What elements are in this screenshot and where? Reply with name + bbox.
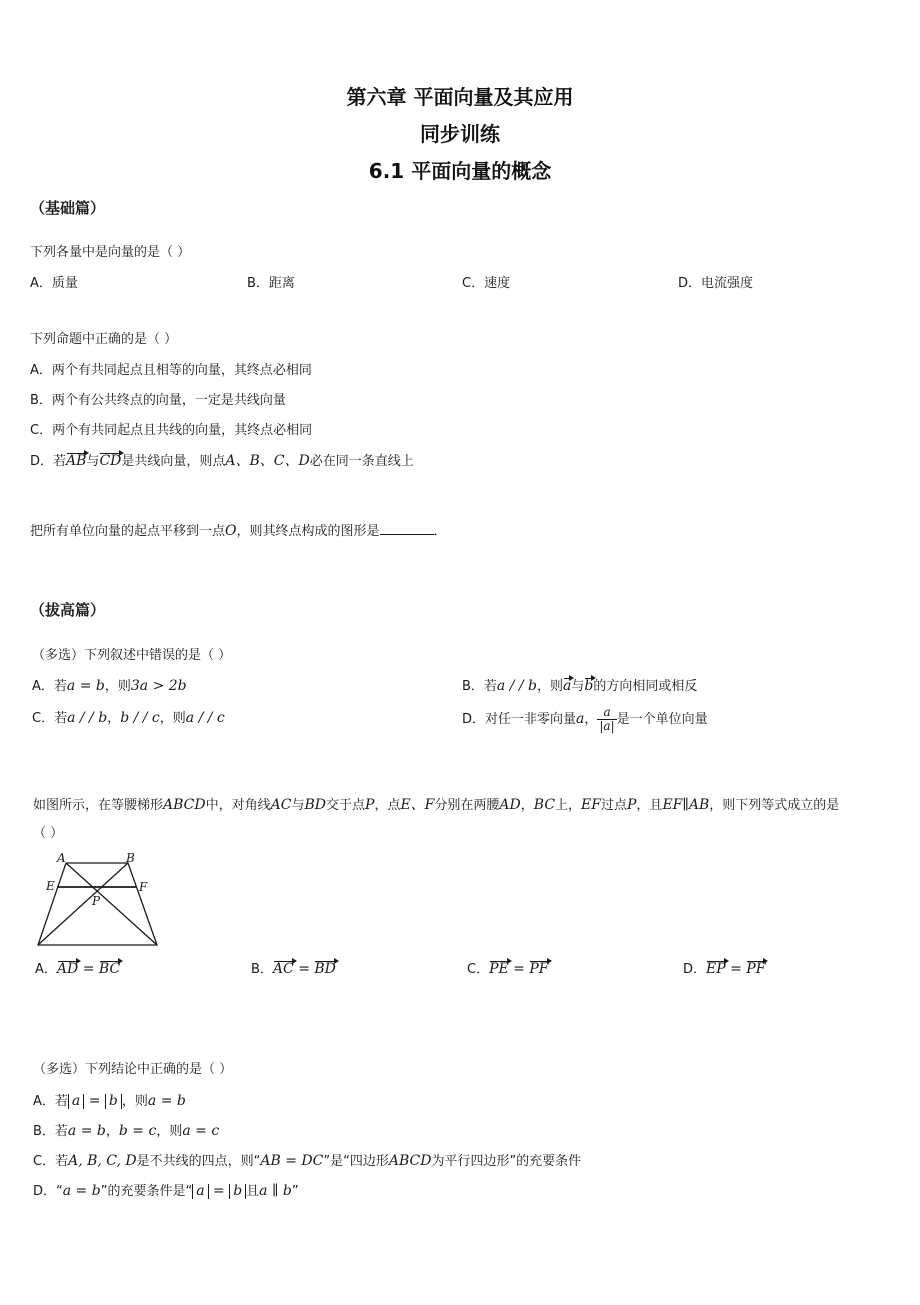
q6-option-c: C．若A, B, C, D是不共线的四点，则“AB = DC”是“四边形ABCD为平行四边形”的充要条件	[33, 1153, 582, 1169]
label-e: E	[46, 879, 55, 893]
q3-stem: 把所有单位向量的起点平移到一点O，则其终点构成的图形是 ．	[30, 523, 447, 539]
chapter-title: 第六章 平面向量及其应用	[346, 85, 574, 109]
label-b: B	[126, 851, 135, 865]
q2-option-c: C．两个有共同起点且共线的向量，其终点必相同	[30, 423, 313, 438]
q4-option-d: D．对任一非零向量a， $\frac{a}{|a|}$ 是一个单位向量	[462, 705, 708, 733]
q4-stem: （多选）下列叙述中错误的是（ ）	[32, 648, 232, 663]
q6-option-a: A．若 a = b ，则a = b	[33, 1093, 186, 1109]
q2-option-b: B．两个有公共终点的向量，一定是共线向量	[30, 393, 286, 408]
q5-stem-line1: 如图所示，在等腰梯形ABCD中，对角线AC与BD交于点P，点E、F分别在两腰AD，BC上，EF过点P，且EF∥AB，则下列等式成立的是	[33, 797, 840, 813]
q2-option-a: A．两个有共同起点且相等的向量，其终点必相同	[30, 363, 312, 378]
q1-option-a: A．质量	[30, 276, 78, 291]
q1-option-b: B．距离	[247, 276, 295, 291]
q5-option-a: A．AD = BC	[35, 961, 121, 977]
label-f: F	[139, 880, 148, 894]
label-a: A	[57, 851, 66, 865]
q1-option-c: C．速度	[462, 276, 511, 291]
label-p: P	[92, 894, 101, 908]
advanced-section-heading: （拔高篇）	[30, 601, 106, 619]
vector-cd: CD	[99, 453, 122, 469]
q2-option-d: D．若AB与CD是共线向量，则点A、B、C、D必在同一条直线上	[30, 453, 414, 469]
vector-equation: a = b	[66, 678, 105, 694]
q1-stem: 下列各量中是向量的是（ ）	[30, 245, 191, 260]
q1-option-d: D．电流强度	[678, 276, 754, 291]
q5-option-d: D．EP = PF	[683, 961, 766, 977]
q5-stem-line2: （ ）	[33, 826, 64, 841]
unit-vector-fraction: $\frac{a}{|a|}$	[599, 705, 615, 733]
subtitle: 同步训练	[420, 122, 500, 146]
q4-option-b: B．若a / / b，则a与b的方向相同或相反	[462, 678, 698, 694]
q4-option-a: A．若a = b，则3a > 2b	[32, 678, 187, 694]
vector-inequality: 3a > 2b	[130, 678, 187, 694]
section-title: 6.1 平面向量的概念	[368, 159, 552, 183]
trapezoid-figure	[30, 850, 170, 952]
diagonal-ac	[66, 863, 157, 945]
q5-option-c: C．PE = PF	[467, 961, 549, 977]
q6-option-b: B．若a = b，b = c，则a = c	[33, 1123, 220, 1139]
q6-stem: （多选）下列结论中正确的是（ ）	[33, 1062, 233, 1077]
answer-blank[interactable]	[380, 522, 434, 535]
q6-option-d: D．“a = b”的充要条件是“ a = b 且a ∥ b”	[33, 1183, 299, 1199]
vector-ab: AB	[66, 453, 87, 469]
basic-section-heading: （基础篇）	[30, 199, 106, 217]
q2-stem: 下列命题中正确的是（ ）	[30, 332, 178, 347]
q5-option-b: B．AC = BD	[251, 961, 336, 977]
q4-option-c: C．若a / / b，b / / c，则a / / c	[32, 710, 225, 726]
